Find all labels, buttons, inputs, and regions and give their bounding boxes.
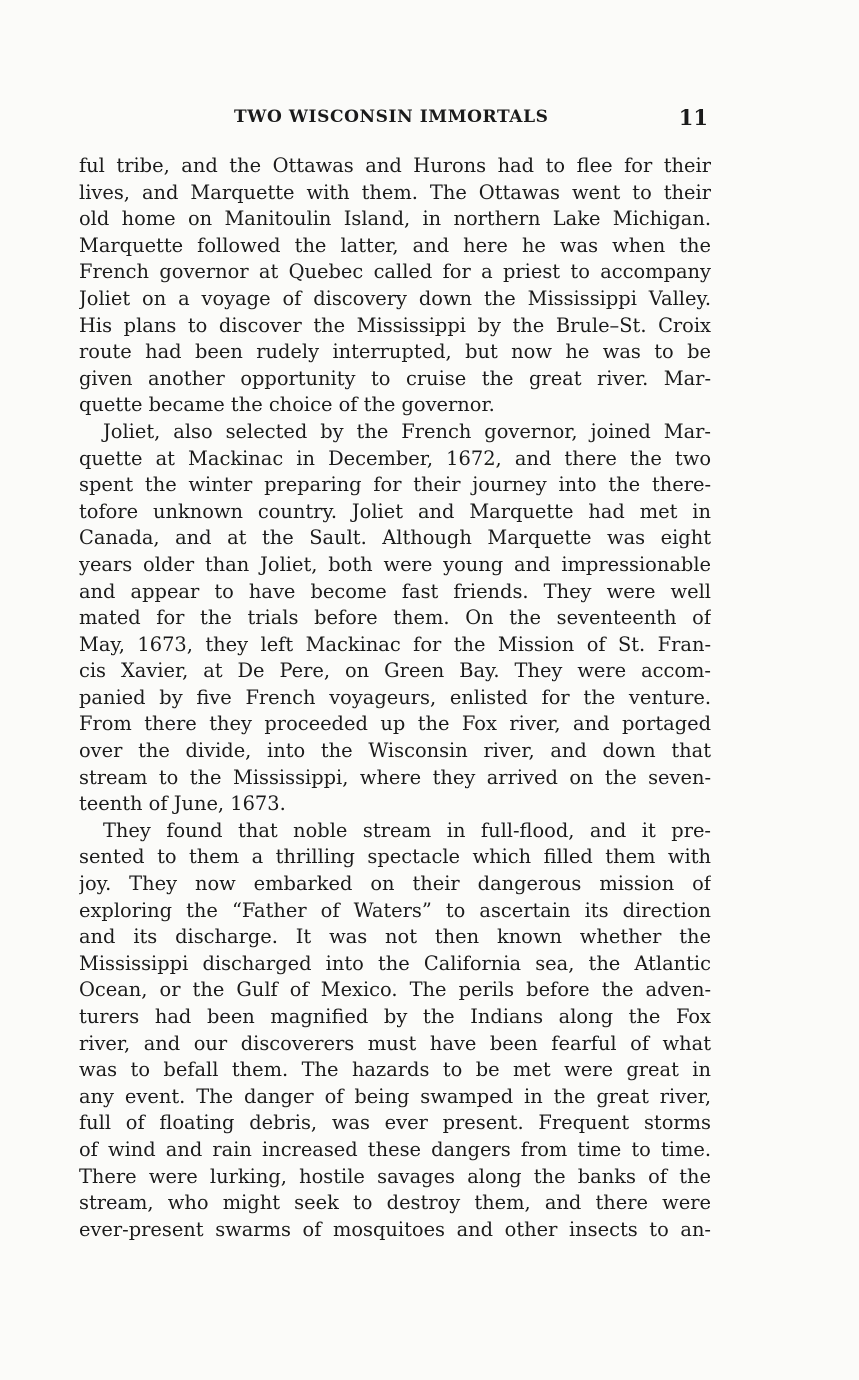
text-line: Marquette followed the latter, and here he was when the: [79, 233, 711, 257]
paragraph-end-line: quette became the choice of the governor.: [79, 393, 495, 417]
text-line: Mississippi discharged into the California sea, the Atlantic: [79, 951, 711, 975]
text-line: old home on Manitoulin Island, in northern Lake Michigan.: [79, 207, 711, 231]
text-line: any event. The danger of being swamped in the great river,: [79, 1084, 711, 1108]
text-line: Canada, and at the Sault. Although Marquette was eight: [79, 526, 711, 550]
text-line: joy. They now embarked on their dangerous mission of: [79, 872, 711, 896]
page-number: 11: [678, 105, 708, 130]
page-header: [79, 107, 710, 135]
text-line: sented to them a thrilling spectacle which filled them with: [79, 845, 711, 869]
text-line: full of floating debris, was ever present. Frequent storms: [79, 1111, 711, 1135]
text-line: lives, and Marquette with them. The Ottawas went to their: [79, 180, 711, 204]
text-line: ever-present swarms of mosquitoes and other insects to an-: [79, 1217, 711, 1241]
text-line: stream to the Mississippi, where they arrived on the seven-: [79, 765, 711, 789]
text-line: given another opportunity to cruise the great river. Mar-: [79, 366, 711, 390]
text-line: and its discharge. It was not then known whether the: [79, 925, 711, 949]
text-line: From there they proceeded up the Fox river, and portaged: [79, 712, 711, 736]
text-line: years older than Joliet, both were young and impressionable: [79, 552, 711, 576]
text-line: stream, who might seek to destroy them, and there were: [79, 1191, 711, 1215]
text-line: There were lurking, hostile savages along the banks of the: [79, 1164, 711, 1188]
text-line: spent the winter preparing for their journey into the there-: [79, 473, 711, 497]
text-line: was to befall them. The hazards to be met were great in: [79, 1058, 711, 1082]
paragraph-start-line: Joliet, also selected by the French governor, joined Mar-: [103, 419, 711, 443]
text-line: and appear to have become fast friends. They were well: [79, 579, 711, 603]
running-head: TWO WISCONSIN IMMORTALS: [234, 107, 549, 127]
text-line: His plans to discover the Mississippi by the Brule–St. Croix: [79, 313, 711, 337]
text-line: Joliet on a voyage of discovery down the Mississippi Valley.: [79, 286, 711, 310]
text-line: exploring the “Father of Waters” to ascertain its direction: [79, 898, 711, 922]
body-text: [79, 153, 711, 1243]
text-line: route had been rudely interrupted, but now he was to be: [79, 340, 711, 364]
text-line: mated for the trials before them. On the seventeenth of: [79, 606, 711, 630]
text-line: over the divide, into the Wisconsin river, and down that: [79, 739, 711, 763]
text-line: ful tribe, and the Ottawas and Hurons had to flee for their: [79, 154, 711, 177]
text-line: quette at Mackinac in December, 1672, and there the two: [79, 446, 711, 470]
text-line: May, 1673, they left Mackinac for the Mission of St. Fran-: [79, 632, 711, 656]
paragraph-end-line: teenth of June, 1673.: [79, 792, 286, 816]
text-line: tofore unknown country. Joliet and Marquette had met in: [79, 499, 711, 523]
text-line: French governor at Quebec called for a priest to accompany: [79, 260, 711, 284]
text-line: turers had been magnified by the Indians along the Fox: [79, 1005, 711, 1028]
text-line: Ocean, or the Gulf of Mexico. The perils before the adven-: [79, 978, 711, 1002]
paragraph-start-line: They found that noble stream in full-flood, and it pre-: [103, 818, 711, 842]
text-line: cis Xavier, at De Pere, on Green Bay. They were accom-: [79, 659, 711, 683]
text-line: of wind and rain increased these dangers from time to time.: [79, 1137, 711, 1161]
text-line: river, and our discoverers must have been fearful of what: [79, 1031, 711, 1055]
text-line: panied by five French voyageurs, enlisted for the venture.: [79, 685, 711, 709]
